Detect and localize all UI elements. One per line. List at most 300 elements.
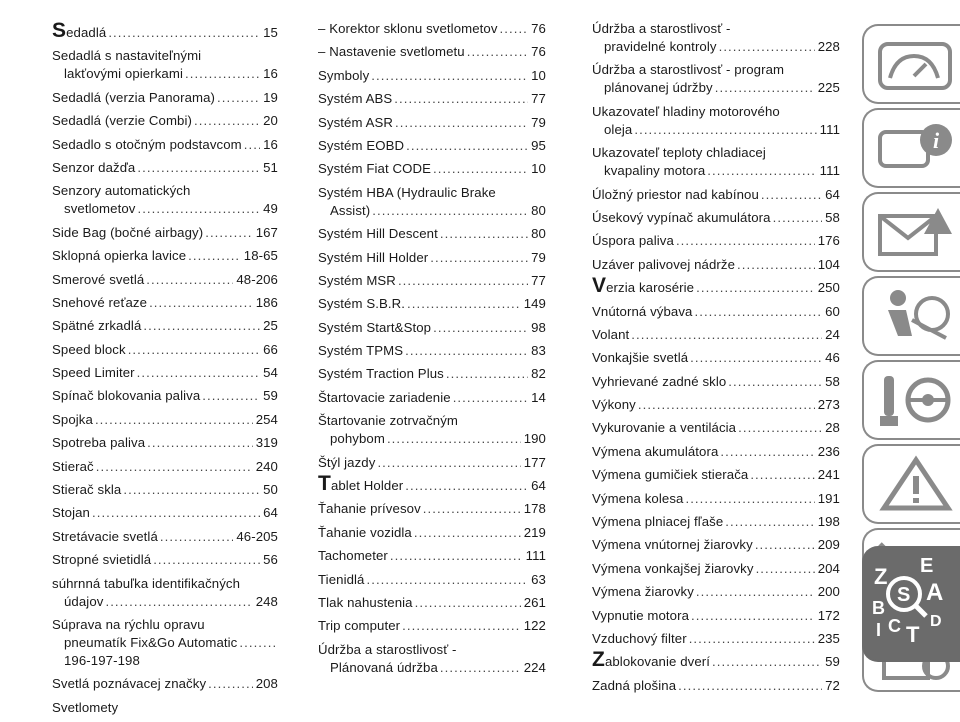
index-entry-line <box>318 295 546 313</box>
index-entry[interactable] <box>52 47 278 83</box>
index-entry-text: Ťahanie vozidla <box>318 524 412 540</box>
page-number: 16 <box>263 66 278 82</box>
leader-dots <box>137 200 260 218</box>
index-entry[interactable] <box>52 411 278 429</box>
index-entry-text: Spojka <box>52 411 93 427</box>
index-entry[interactable] <box>52 387 278 405</box>
index-entry[interactable] <box>52 481 278 499</box>
page-number: 63 <box>531 571 546 587</box>
index-entry[interactable] <box>318 225 546 243</box>
index-entry[interactable] <box>592 490 840 508</box>
index-entry[interactable] <box>318 641 546 677</box>
index-entry[interactable] <box>318 412 546 448</box>
index-entry[interactable] <box>592 20 840 56</box>
index-entry-text: Tachometer <box>318 548 388 564</box>
leader-dots <box>92 504 260 522</box>
index-entry[interactable] <box>52 136 278 154</box>
index-entry[interactable] <box>592 536 840 554</box>
index-entry-line <box>52 593 278 611</box>
index-entry-line <box>592 536 840 554</box>
index-entry[interactable] <box>52 271 278 289</box>
page-number: 261 <box>523 594 546 610</box>
alphabetical-index-icon <box>868 550 958 660</box>
svg-text:E: E <box>920 555 934 577</box>
index-entry[interactable] <box>318 249 546 267</box>
index-entry-line <box>52 247 278 265</box>
leader-dots <box>205 224 252 242</box>
page-number: 79 <box>531 114 546 130</box>
index-entry[interactable] <box>592 232 840 250</box>
index-entry-text: Snehové reťaze <box>52 294 148 310</box>
index-entry-text: Zadná plošina <box>592 677 677 693</box>
index-entry[interactable] <box>318 342 546 360</box>
index-entry[interactable] <box>52 159 278 177</box>
leader-dots <box>128 341 260 359</box>
page-number: 254 <box>255 411 278 427</box>
index-entry[interactable] <box>592 144 840 180</box>
index-entry[interactable] <box>318 319 546 337</box>
index-entry-text: pravidelné kontroly <box>604 39 717 54</box>
index-entry[interactable] <box>52 19 278 42</box>
index-entry-text: Stretávacie svetlá <box>52 528 158 544</box>
leader-dots <box>467 43 528 61</box>
svg-text:A: A <box>926 579 944 606</box>
index-entry[interactable] <box>52 528 278 546</box>
index-entry-line <box>52 699 278 717</box>
index-entry-text: Spätné zrkadlá <box>52 318 142 334</box>
index-entry[interactable] <box>318 137 546 155</box>
index-entry[interactable] <box>52 224 278 242</box>
index-entry-text: Štýl jazdy <box>318 454 376 470</box>
index-entry[interactable] <box>318 547 546 565</box>
index-entry-text: Tienidlá <box>318 571 365 587</box>
index-entry-line <box>592 560 840 578</box>
leader-dots <box>634 121 816 139</box>
page-number: 79 <box>531 249 546 265</box>
leader-dots <box>390 547 523 565</box>
index-entry-text: Systém Traction Plus <box>318 366 444 382</box>
leader-dots <box>707 162 816 180</box>
index-entry-line <box>592 396 840 414</box>
leader-dots <box>773 209 823 227</box>
index-entry-text: Systém MSR <box>318 272 396 288</box>
index-entry-line <box>52 387 278 405</box>
index-entry-line <box>318 641 546 659</box>
tab-starting-driving[interactable] <box>862 360 960 440</box>
index-entry[interactable] <box>318 67 546 85</box>
index-entry[interactable] <box>592 274 840 298</box>
page-number: 72 <box>825 677 840 693</box>
page-number: 54 <box>263 365 278 381</box>
index-entry-text: Vnútorná výbava <box>592 303 693 319</box>
mail-warning-icon <box>876 202 956 264</box>
index-entry[interactable] <box>52 575 278 611</box>
index-entry[interactable] <box>52 504 278 522</box>
index-entry-text: Sedadlá s nastaviteľnými <box>52 48 202 64</box>
index-entry-line <box>592 443 840 461</box>
page-number: 122 <box>523 618 546 634</box>
index-entry-text: – Nastavenie svetlometu <box>318 44 465 60</box>
index-entry-line <box>318 617 546 635</box>
index-entry-text: Úložný priestor nad kabínou <box>592 186 759 202</box>
index-entry-text: 196-197-198 <box>64 652 140 668</box>
leader-dots <box>372 202 528 220</box>
index-entry-line <box>592 583 840 601</box>
index-entry-text: oleja <box>604 121 633 137</box>
index-entry-text: Plánovaná údržba <box>330 659 438 675</box>
index-entry-text: Sedadlá (verzia Panorama) <box>52 89 216 105</box>
index-entry[interactable] <box>592 186 840 204</box>
page-number: 80 <box>531 202 546 218</box>
index-entry[interactable] <box>592 443 840 461</box>
page-number: 58 <box>825 373 840 389</box>
leader-dots <box>405 477 528 495</box>
page-number: 200 <box>817 584 840 600</box>
index-entry-line <box>52 224 278 242</box>
index-entry[interactable] <box>592 583 840 601</box>
index-entry[interactable] <box>52 699 278 717</box>
index-entry[interactable] <box>52 294 278 312</box>
index-entry[interactable] <box>318 114 546 132</box>
index-entry[interactable] <box>592 466 840 484</box>
leader-dots <box>676 232 815 250</box>
index-entry[interactable] <box>318 500 546 518</box>
leader-dots <box>395 114 528 132</box>
page-number: 104 <box>817 256 840 272</box>
section-initial: Z <box>592 648 605 672</box>
leader-dots <box>712 653 822 671</box>
svg-text:D: D <box>930 613 942 630</box>
page-number: 28 <box>825 420 840 436</box>
index-entry[interactable] <box>592 209 840 227</box>
index-entry-text: Uzáver palivovej nádrže <box>592 256 736 272</box>
index-entry[interactable] <box>52 182 278 218</box>
page-number: 236 <box>817 443 840 459</box>
index-entry-line <box>318 184 546 202</box>
leader-dots <box>638 396 815 414</box>
page-number: 111 <box>525 548 546 564</box>
index-entry[interactable] <box>318 184 546 220</box>
index-entry[interactable] <box>592 513 840 531</box>
leader-dots <box>631 326 822 344</box>
page-number: 49 <box>263 201 278 217</box>
svg-text:T: T <box>906 622 920 647</box>
index-entry[interactable] <box>52 341 278 359</box>
index-entry-line <box>52 294 278 312</box>
leader-dots <box>696 279 815 297</box>
index-entry-text: Senzory automatických <box>52 183 191 199</box>
index-entry-line <box>52 47 278 65</box>
index-entry[interactable] <box>318 472 546 496</box>
index-entry-line <box>52 364 278 382</box>
page-number: 76 <box>531 44 546 60</box>
index-entry[interactable] <box>318 43 546 61</box>
svg-text:Z: Z <box>874 564 888 589</box>
leader-dots <box>402 617 521 635</box>
index-entry[interactable] <box>52 675 278 693</box>
leader-dots <box>453 389 528 407</box>
index-entry[interactable] <box>592 396 840 414</box>
leader-dots <box>690 349 822 367</box>
tab-safety-info[interactable] <box>862 108 960 188</box>
index-entry-text: Štartovacie zariadenie <box>318 389 451 405</box>
index-entry[interactable] <box>318 272 546 290</box>
index-entry-line <box>592 303 840 321</box>
page-number: 77 <box>531 91 546 107</box>
index-entry-line <box>592 648 840 672</box>
index-entry-text: Výkony <box>592 397 636 413</box>
index-entry-line <box>592 256 840 274</box>
page-number: 241 <box>817 467 840 483</box>
index-entry[interactable] <box>52 434 278 452</box>
page-number: 209 <box>817 537 840 553</box>
page-number: 198 <box>817 514 840 530</box>
page-number: 172 <box>817 607 840 623</box>
index-entry-line <box>52 675 278 693</box>
leader-dots <box>244 136 260 154</box>
index-entry[interactable] <box>52 458 278 476</box>
leader-dots <box>738 419 822 437</box>
index-entry-line <box>318 319 546 337</box>
svg-text:B: B <box>872 598 885 618</box>
index-entry[interactable] <box>318 90 546 108</box>
tab-alphabetical-index[interactable] <box>862 546 960 662</box>
section-initial: T <box>318 472 331 496</box>
tab-safety[interactable] <box>862 276 960 356</box>
leader-dots <box>440 659 521 677</box>
index-entry-line <box>318 225 546 243</box>
page-number: 248 <box>255 593 278 609</box>
page-number: 98 <box>531 319 546 335</box>
index-entry-text: plánovanej údržby <box>604 80 713 96</box>
index-entry[interactable] <box>318 524 546 542</box>
index-entry[interactable] <box>592 256 840 274</box>
index-entry-text: Systém S.B.R. <box>318 296 406 312</box>
page-number: 178 <box>523 501 546 517</box>
index-entry-text: Údržba a starostlivosť - program <box>592 62 785 78</box>
index-entry-text: Výmena akumulátora <box>592 443 719 459</box>
index-entry-text: ablet Holder <box>330 478 404 494</box>
leader-dots <box>725 513 814 531</box>
page-number: 59 <box>263 388 278 404</box>
index-entry[interactable] <box>592 303 840 321</box>
index-entry[interactable] <box>592 61 840 97</box>
page-number: 48-206 <box>236 271 278 287</box>
index-entry-line <box>592 209 840 227</box>
index-entry[interactable] <box>52 247 278 265</box>
index-entry[interactable] <box>318 454 546 472</box>
index-entry-line <box>592 349 840 367</box>
index-entry-text: Úspora paliva <box>592 233 674 249</box>
index-entry[interactable] <box>318 160 546 178</box>
index-entry-line <box>52 504 278 522</box>
leader-dots <box>756 560 815 578</box>
page-number: 186 <box>255 294 278 310</box>
index-entry-text: Systém EOBD <box>318 137 405 153</box>
index-entry-line <box>318 594 546 612</box>
index-entry[interactable] <box>52 551 278 569</box>
leader-dots <box>194 112 260 130</box>
index-entry-text: Stropné svietidlá <box>52 552 152 568</box>
index-entry-line <box>52 89 278 107</box>
index-entry-text: Ukazovateľ hladiny motorového <box>592 103 780 119</box>
index-entry-line <box>592 79 840 97</box>
index-entry-line <box>592 490 840 508</box>
index-entry-text: Senzor dažďa <box>52 159 136 175</box>
index-entry-text: súhrnná tabuľka identifikačných <box>52 575 241 591</box>
index-entry[interactable] <box>592 326 840 344</box>
section-initial: S <box>52 19 67 42</box>
page-number: 58 <box>825 209 840 225</box>
page-number: 176 <box>817 233 840 249</box>
leader-dots <box>430 249 528 267</box>
index-entry[interactable] <box>592 349 840 367</box>
page-number: 80 <box>531 226 546 242</box>
index-entry-line <box>592 20 840 38</box>
index-column-2 <box>318 20 546 682</box>
leader-dots <box>405 342 528 360</box>
index-entry-line <box>592 103 840 121</box>
index-entry-text: Výmena žiarovky <box>592 584 694 600</box>
leader-dots <box>415 594 521 612</box>
index-entry-text: Vonkajšie svetlá <box>592 350 689 366</box>
index-entry-text: Výmena plniacej fľaše <box>592 514 724 530</box>
index-entry-line <box>318 342 546 360</box>
index-entry-text: Údržba a starostlivosť - <box>318 641 457 657</box>
page-number: 111 <box>819 163 840 179</box>
index-entry-line <box>592 232 840 250</box>
index-entry-text: údajov <box>64 593 104 609</box>
index-entry[interactable] <box>52 364 278 382</box>
index-entry-text: Systém Hill Descent <box>318 226 438 242</box>
index-column-3 <box>592 20 840 700</box>
index-entry[interactable] <box>318 571 546 589</box>
page-number: 240 <box>255 458 278 474</box>
page-number: 64 <box>825 186 840 202</box>
index-entry[interactable] <box>318 617 546 635</box>
leader-dots <box>446 365 528 383</box>
index-entry[interactable] <box>52 616 278 670</box>
index-entry-line <box>318 472 546 496</box>
index-entry-line <box>592 162 840 180</box>
page-number: 83 <box>531 343 546 359</box>
page-number: 219 <box>523 524 546 540</box>
index-entry-text: ablokovanie dverí <box>604 654 711 670</box>
index-entry-text: Systém Start&Stop <box>318 319 432 335</box>
index-entry-text: Výmena kolesa <box>592 490 684 506</box>
index-entry[interactable] <box>318 295 546 313</box>
leader-dots <box>720 443 814 461</box>
index-entry[interactable] <box>592 103 840 139</box>
page-number: 190 <box>523 431 546 447</box>
svg-text:I: I <box>876 620 882 640</box>
index-entry-line <box>52 458 278 476</box>
index-entry-line <box>318 90 546 108</box>
page-number: 56 <box>263 552 278 568</box>
index-entry-line <box>318 430 546 448</box>
index-entry[interactable] <box>318 20 546 38</box>
svg-text:i: i <box>932 128 940 153</box>
page-number: 60 <box>825 303 840 319</box>
index-entry-text: kvapaliny motora <box>604 163 706 179</box>
leader-dots <box>208 675 253 693</box>
leader-dots <box>143 317 260 335</box>
leader-dots <box>239 634 275 652</box>
index-entry[interactable] <box>592 419 840 437</box>
index-entry-line <box>318 272 546 290</box>
index-entry-line <box>592 61 840 79</box>
index-entry-text: Úsekový vypínač akumulátora <box>592 209 771 225</box>
page-number: 50 <box>263 482 278 498</box>
page-number: 10 <box>531 161 546 177</box>
index-entry-text: pneumatík Fix&Go Automatic <box>64 634 238 650</box>
page-number: 149 <box>523 296 546 312</box>
leader-dots <box>685 490 814 508</box>
leader-dots <box>737 256 815 274</box>
leader-dots <box>95 411 253 429</box>
index-entry-line <box>52 652 278 670</box>
leader-dots <box>394 90 528 108</box>
index-entry-text: Spotreba paliva <box>52 435 146 451</box>
index-entry-text: Systém ASR <box>318 114 394 130</box>
tab-dashboard[interactable] <box>862 24 960 104</box>
index-entry[interactable] <box>592 560 840 578</box>
index-entry[interactable] <box>52 112 278 130</box>
car-warning-icon <box>876 454 956 516</box>
page-number: 18-65 <box>243 248 278 264</box>
leader-dots <box>696 583 815 601</box>
index-entry[interactable] <box>52 317 278 335</box>
page-number: 64 <box>263 505 278 521</box>
page-number: 59 <box>825 654 840 670</box>
index-entry-text: Štartovanie zotrvačným <box>318 413 458 429</box>
index-entry-line <box>52 341 278 359</box>
index-entry-line <box>318 20 546 38</box>
index-column-1 <box>52 20 278 722</box>
index-entry-line <box>52 200 278 218</box>
index-entry-line <box>52 616 278 634</box>
index-entry-line <box>52 634 278 652</box>
index-entry[interactable] <box>592 648 840 672</box>
index-entry[interactable] <box>318 365 546 383</box>
index-entry-text: svetlometov <box>64 201 136 217</box>
page-number: 224 <box>523 659 546 675</box>
index-entry[interactable] <box>592 373 840 391</box>
tab-emergency[interactable] <box>862 444 960 524</box>
page-number: 15 <box>263 25 278 40</box>
tab-warnings[interactable] <box>862 192 960 272</box>
index-entry-text: Systém Hill Holder <box>318 249 429 265</box>
index-entry-text: Svetlá poznávacej značky <box>52 676 207 692</box>
index-entry-line <box>318 547 546 565</box>
index-entry[interactable] <box>318 594 546 612</box>
index-entry-text: Ťahanie prívesov <box>318 501 421 517</box>
index-entry-line <box>52 575 278 593</box>
index-entry[interactable] <box>592 630 840 648</box>
leader-dots <box>147 434 253 452</box>
index-entry-line <box>592 274 840 298</box>
index-entry[interactable] <box>318 389 546 407</box>
leader-dots <box>715 79 815 97</box>
index-entry[interactable] <box>52 89 278 107</box>
leader-dots <box>217 89 260 107</box>
page-number: 319 <box>255 435 278 451</box>
page-number: 228 <box>817 39 840 54</box>
leader-dots <box>694 303 822 321</box>
page-number: 14 <box>531 389 546 405</box>
page-number: 177 <box>523 454 546 470</box>
index-entry[interactable] <box>592 607 840 625</box>
